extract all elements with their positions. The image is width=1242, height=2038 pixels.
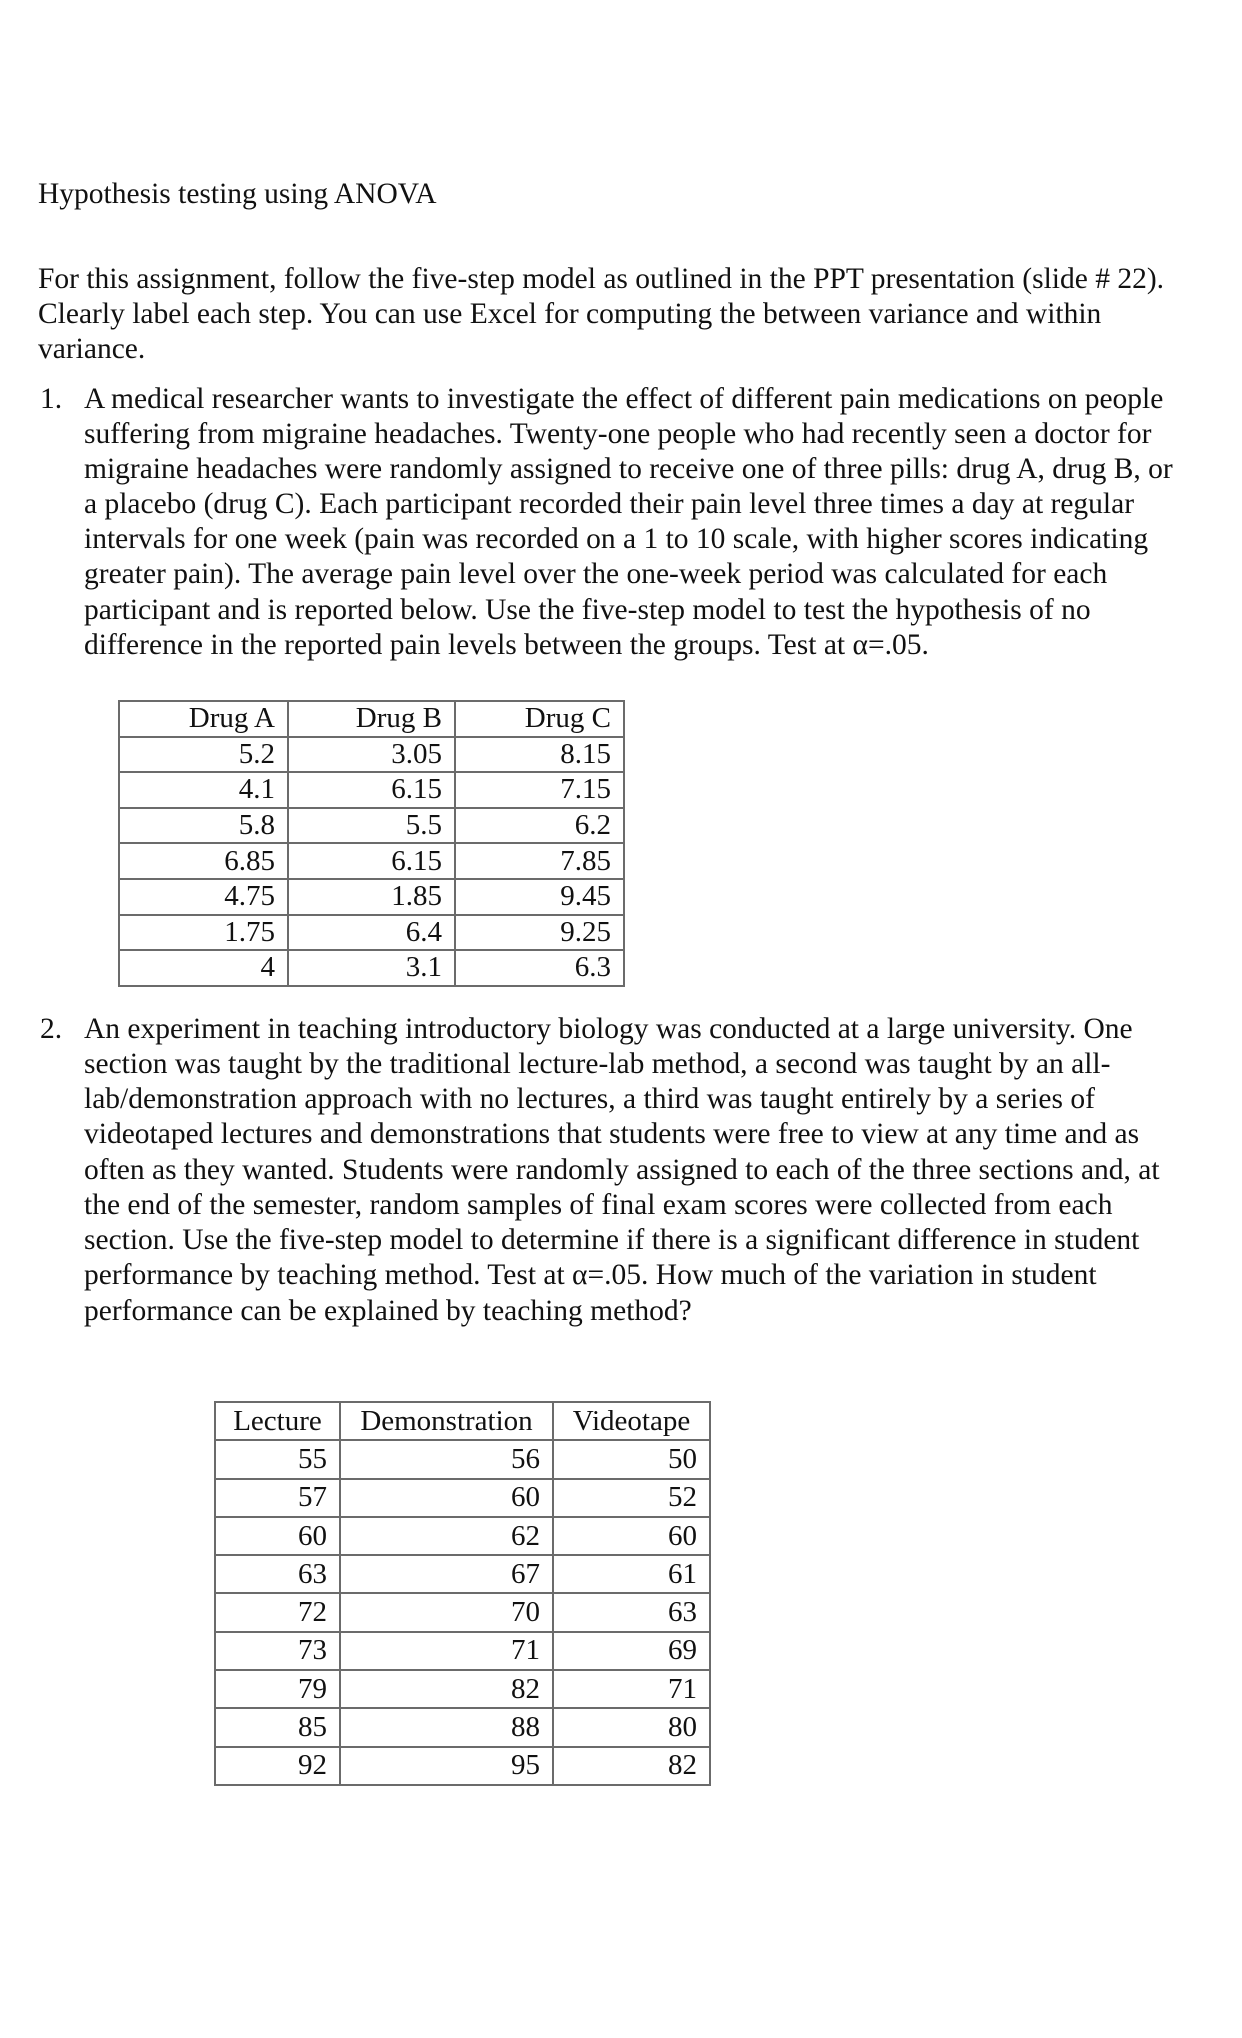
table-cell: 55	[215, 1440, 340, 1478]
question-line: An experiment in teaching introductory biology was conducted at a large university. One	[84, 1013, 1133, 1045]
table-row	[215, 1708, 710, 1746]
column-header: Drug A	[119, 701, 288, 737]
intro-line: Clearly label each step. You can use Excel for computing the between variance and within	[38, 298, 1102, 330]
column-header: Drug C	[455, 701, 624, 737]
intro-line: variance.	[38, 333, 146, 365]
table-cell: 8.15	[455, 737, 624, 773]
table-header-row	[215, 1402, 710, 1440]
table-cell: 52	[553, 1479, 710, 1517]
question-line: videotaped lectures and demonstrations that students were free to view at any time and as	[84, 1118, 1140, 1150]
table-row	[119, 879, 624, 915]
question-line: section was taught by the traditional lecture-lab method, a second was taught by an all-	[84, 1048, 1111, 1080]
table-cell: 63	[215, 1555, 340, 1593]
table-cell: 6.15	[288, 772, 455, 808]
table-header-row	[119, 701, 624, 737]
table-row	[119, 737, 624, 773]
table-row	[119, 915, 624, 951]
column-header: Lecture	[215, 1402, 340, 1440]
table-cell: 72	[215, 1593, 340, 1631]
table-cell: 69	[553, 1632, 710, 1670]
question-line: migraine headaches were randomly assigned to receive one of three pills: drug A, drug B, or	[84, 453, 1173, 485]
table-cell: 71	[553, 1670, 710, 1708]
column-header: Drug B	[288, 701, 455, 737]
table-row	[119, 843, 624, 879]
table-cell: 71	[340, 1632, 553, 1670]
table-row	[215, 1440, 710, 1478]
table-cell: 61	[553, 1555, 710, 1593]
intro-line: For this assignment, follow the five-step model as outlined in the PPT presentation (slide # 22).	[38, 263, 1165, 295]
question-number: 2.	[40, 1013, 63, 1045]
table-row	[119, 808, 624, 844]
table-row	[215, 1593, 710, 1631]
table-cell: 82	[340, 1670, 553, 1708]
table-row	[215, 1747, 710, 1785]
table-cell: 5.8	[119, 808, 288, 844]
table-cell: 6.85	[119, 843, 288, 879]
table-cell: 60	[553, 1517, 710, 1555]
table-row	[215, 1670, 710, 1708]
table-cell: 82	[553, 1747, 710, 1785]
drug-pain-table	[118, 700, 625, 987]
table-cell: 6.3	[455, 950, 624, 986]
table-cell: 5.2	[119, 737, 288, 773]
table-cell: 95	[340, 1747, 553, 1785]
question-line: the end of the semester, random samples of final exam scores were collected from each	[84, 1189, 1113, 1221]
table-cell: 5.5	[288, 808, 455, 844]
question-line: A medical researcher wants to investigate the effect of different pain medications on people	[84, 383, 1164, 415]
table-cell: 3.05	[288, 737, 455, 773]
table-cell: 4.1	[119, 772, 288, 808]
table-cell: 57	[215, 1479, 340, 1517]
table-cell: 6.4	[288, 915, 455, 951]
table-cell: 1.85	[288, 879, 455, 915]
table-cell: 50	[553, 1440, 710, 1478]
table-cell: 63	[553, 1593, 710, 1631]
table-cell: 60	[215, 1517, 340, 1555]
table-cell: 4.75	[119, 879, 288, 915]
column-header: Demonstration	[340, 1402, 553, 1440]
table-cell: 9.25	[455, 915, 624, 951]
table-row	[215, 1479, 710, 1517]
table-cell: 9.45	[455, 879, 624, 915]
table-cell: 6.15	[288, 843, 455, 879]
question-line: participant and is reported below. Use the five-step model to test the hypothesis of no	[84, 594, 1091, 626]
table-row	[119, 772, 624, 808]
table-cell: 67	[340, 1555, 553, 1593]
column-header: Videotape	[553, 1402, 710, 1440]
table-cell: 88	[340, 1708, 553, 1746]
question-line: difference in the reported pain levels between the groups. Test at α=.05.	[84, 629, 929, 661]
table-cell: 70	[340, 1593, 553, 1631]
question-line: intervals for one week (pain was recorded on a 1 to 10 scale, with higher scores indicating	[84, 523, 1149, 555]
question-line: greater pain). The average pain level over the one-week period was calculated for each	[84, 558, 1108, 590]
table-cell: 7.15	[455, 772, 624, 808]
table-cell: 85	[215, 1708, 340, 1746]
table-cell: 92	[215, 1747, 340, 1785]
table-row	[215, 1632, 710, 1670]
table-cell: 60	[340, 1479, 553, 1517]
table-cell: 79	[215, 1670, 340, 1708]
table-cell: 80	[553, 1708, 710, 1746]
question-line: performance can be explained by teaching method?	[84, 1295, 692, 1327]
teaching-method-table	[214, 1401, 711, 1786]
table-row	[119, 950, 624, 986]
table-cell: 6.2	[455, 808, 624, 844]
table-row	[215, 1517, 710, 1555]
document-title: Hypothesis testing using ANOVA	[38, 178, 437, 210]
table-cell: 56	[340, 1440, 553, 1478]
table-cell: 1.75	[119, 915, 288, 951]
question-line: lab/demonstration approach with no lectures, a third was taught entirely by a series of	[84, 1083, 1095, 1115]
question-line: performance by teaching method. Test at α=.05. How much of the variation in student	[84, 1259, 1097, 1291]
table-row	[215, 1555, 710, 1593]
table-cell: 7.85	[455, 843, 624, 879]
table-cell: 4	[119, 950, 288, 986]
question-line: a placebo (drug C). Each participant recorded their pain level three times a day at regular	[84, 488, 1135, 520]
table-cell: 73	[215, 1632, 340, 1670]
question-number: 1.	[40, 383, 63, 415]
question-line: suffering from migraine headaches. Twenty-one people who had recently seen a doctor for	[84, 418, 1152, 450]
question-line: section. Use the five-step model to determine if there is a significant difference in student	[84, 1224, 1140, 1256]
question-line: often as they wanted. Students were randomly assigned to each of the three sections and, at	[84, 1154, 1160, 1186]
table-cell: 62	[340, 1517, 553, 1555]
table-cell: 3.1	[288, 950, 455, 986]
